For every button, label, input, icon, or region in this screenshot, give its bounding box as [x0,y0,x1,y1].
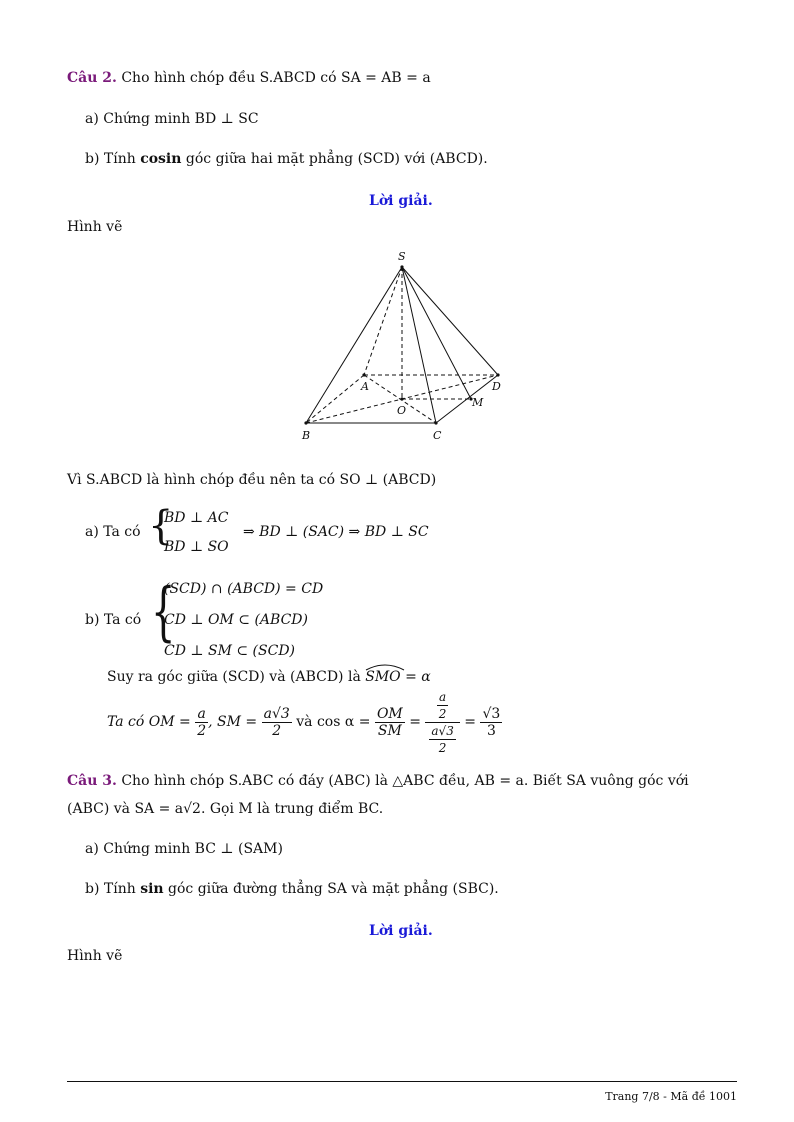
point-label-c: C [433,429,442,442]
edge-sa [364,267,402,375]
question-2-stem [67,70,431,86]
system-a-line-2: BD ⊥ SO [164,539,229,555]
question-3-part-a: a) Chứng minh BC ⊥ (SAM) [85,841,283,857]
fraction-sm: $\frac{a√3}{2}$ [263,705,290,739]
question-3-label: Câu 3. [67,773,117,789]
edge-sb [306,267,402,423]
keyword-sin: sin [140,881,164,897]
point-label-m: M [472,396,484,409]
point-label-a: A [361,380,369,393]
point-label-s: S [398,250,406,263]
solution-a-prefix: a) Ta có [85,524,141,540]
question-3-part-b: b) Tính sin góc giữa đường thẳng SA và mặt phẳng (SBC). [85,881,499,897]
point-label-o: O [397,404,407,417]
page-footer: Trang 7/8 - Mã đề 1001 [605,1090,737,1103]
footer-rule [67,1081,737,1082]
fraction-om-over-sm: $\frac{OM}{SM}$ [376,705,403,739]
system-b-line-1: (SCD) ∩ (ABCD) = CD [164,581,324,597]
point-label-d: D [492,380,501,393]
system-a-line-1: BD ⊥ AC [164,510,229,526]
because-line: Vì S.ABCD là hình chóp đều nên ta có SO ⊥ (ABCD) [67,472,437,488]
question-3-text: Cho hình chóp S.ABC có đáy (ABC) là △ABC đều, AB = a. Biết SA vuông góc với [121,773,689,789]
fraction-compound: $\frac{\frac{a}{2}}{\frac{a√3}{2}}$ [425,689,459,756]
solution-title-2: Lời giải. [369,193,433,209]
angle-line: Suy ra góc giữa (SCD) và (ABCD) là SMO = α [107,669,431,685]
brace-b: { [151,575,176,649]
brace-a: { [148,503,174,549]
pyramid-figure [290,245,520,450]
system-b-line-3: CD ⊥ SM ⊂ (SCD) [164,643,296,659]
question-2-part-b: b) Tính cosin góc giữa hai mặt phẳng (SCD) với (ABCD). [85,151,488,167]
fraction-om: $\frac{a}{2}$ [197,705,207,739]
question-2-part-a: a) Chứng minh BD ⊥ SC [85,111,259,127]
question-3-stem-line-2: (ABC) và SA = a√2. Gọi M là trung điểm BC. [67,801,384,817]
angle-smo: SMO [365,669,400,685]
figure-label-2: Hình vẽ [67,219,123,235]
solution-b-prefix: b) Ta có [85,612,142,628]
system-a-result: ⇒ BD ⊥ (SAC) ⇒ BD ⊥ SC [243,524,429,540]
question-2-label: Câu 2. [67,70,117,86]
system-b-line-2: CD ⊥ OM ⊂ (ABCD) [164,612,308,628]
question-2-text: Cho hình chóp đều S.ABCD có SA = AB = a [121,70,431,86]
figure-label-3: Hình vẽ [67,948,123,964]
solution-title-3: Lời giải. [369,923,433,939]
question-3-stem-line-1 [67,773,689,789]
fraction-result: $\frac{√3}{3}$ [482,705,501,739]
point-label-b: B [302,429,311,442]
cos-computation: Ta có OM = $\frac{a}{2}$ , SM = $\frac{a√3}{2}$ và cos α = $\frac{OM}{SM}$ = $\frac{\frac{a}{2}}{\frac{a√3}{2}}$ = $\frac{√3}{3}$ [107,689,501,755]
edge-sc [402,267,436,423]
keyword-cosin: cosin [140,151,182,167]
